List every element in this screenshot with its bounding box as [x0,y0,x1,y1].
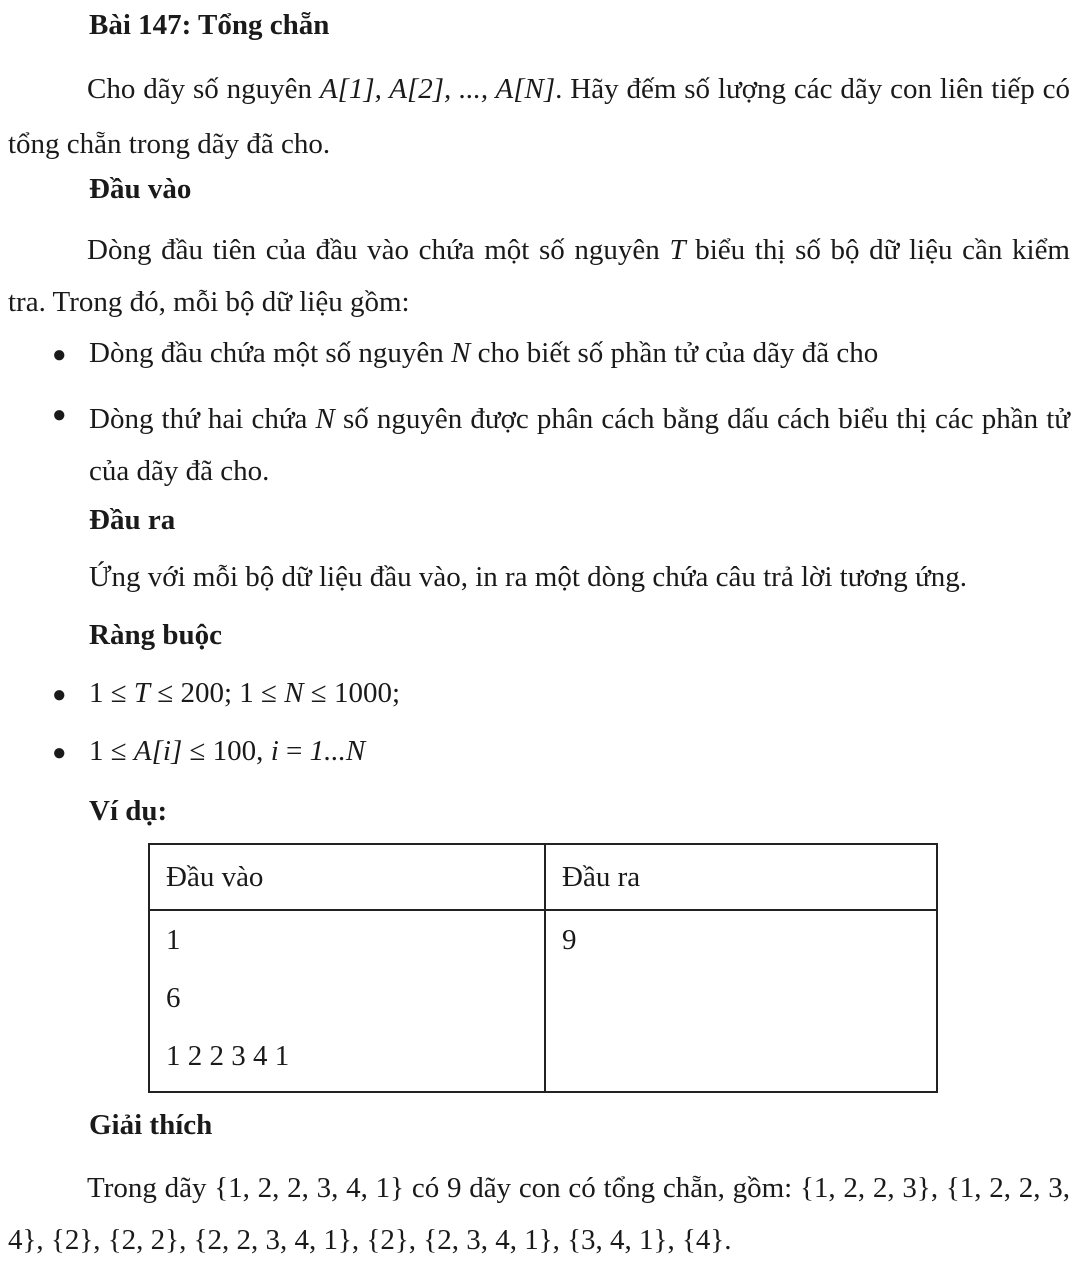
bullet-2-text-b: số nguyên được phân cách bằng dấu cách biểu thị các phần tử của dãy đã cho. [89,403,1071,487]
input-cell [149,910,545,1092]
explanation-heading: Giải thích [89,1109,213,1141]
col-output-header: Đầu ra [545,844,937,910]
constraint-1-var-t: T [133,677,151,709]
constraint-1-a: 1 ≤ [89,677,134,709]
explanation-text: Trong dãy {1, 2, 2, 3, 4, 1} có 9 dãy con có tổng chẵn, gồm: {1, 2, 2, 3}, {1, 2, 2, 3, 4}, {2}, {2, 2}, {2, 2, 3, 4, 1}, {2}, {2, 3, 4, 1}, {3, 4, 1}, {4}. [8,1172,1070,1256]
bullet-2-var: N [315,403,335,435]
constraint-2-b: ≤ 100, [182,735,271,767]
input-text-1: Dòng đầu tiên của đầu vào chứa một số nguyên [87,234,670,266]
output-cell [545,910,937,1092]
intro-paragraph [8,62,1070,172]
input-line: 6 [166,982,181,1014]
constraints-heading: Ràng buộc [89,619,222,651]
constraint-1-b: ≤ 200; 1 ≤ [150,677,285,709]
col-input-header: Đầu vào [149,844,545,910]
input-var-t: T [669,234,686,266]
output-heading: Đầu ra [89,504,176,536]
bullet-1-text-b: cho biết số phần tử của dãy đã cho [470,337,879,369]
input-line: 1 [166,924,181,956]
input-paragraph [8,224,1070,328]
bullet-dot: ● [52,342,67,368]
intro-sequence: A[1], A[2], ..., A[N] [319,73,556,105]
intro-text-1: Cho dãy số nguyên [87,73,320,105]
example-table [148,843,938,1093]
constraint-2 [89,732,1070,770]
explanation-paragraph [8,1162,1070,1266]
bullet-dot: ● [52,740,67,766]
bullet-dot: ● [52,682,67,708]
constraint-2-c: = [278,735,310,767]
output-text: Ứng với mỗi bộ dữ liệu đầu vào, in ra một dòng chứa câu trả lời tương ứng. [89,561,967,593]
constraint-1-c: ≤ 1000; [303,677,401,709]
input-text-2: biểu thị số bộ dữ liệu cần kiểm tra. Trong đó, mỗi bộ dữ liệu gồm: [8,234,1070,318]
input-bullet-1 [89,334,1070,372]
bullet-2-text-a: Dòng thứ hai chứa [89,403,316,435]
constraint-2-range: 1...N [309,735,366,767]
bullet-dot: ● [52,402,67,428]
example-heading: Ví dụ: [89,795,168,827]
table-row [149,910,937,1092]
constraint-2-a: 1 ≤ [89,735,134,767]
constraint-2-var-ai: A[i] [133,735,183,767]
bullet-1-var: N [451,337,471,369]
output-line: 9 [562,924,577,956]
constraint-1 [89,674,1070,712]
table-header-row [149,844,937,910]
input-heading: Đầu vào [89,173,192,205]
problem-title: Bài 147: Tổng chẵn [89,9,330,41]
intro-text-2: . Hãy đếm số lượng các dãy con liên tiếp có tổng chẵn trong dãy đã cho. [8,73,1070,160]
constraint-1-var-n: N [284,677,304,709]
input-bullet-2 [89,393,1070,497]
input-line: 1 2 2 3 4 1 [166,1040,290,1072]
bullet-1-text-a: Dòng đầu chứa một số nguyên [89,337,452,369]
constraint-2-var-i: i [270,735,279,767]
